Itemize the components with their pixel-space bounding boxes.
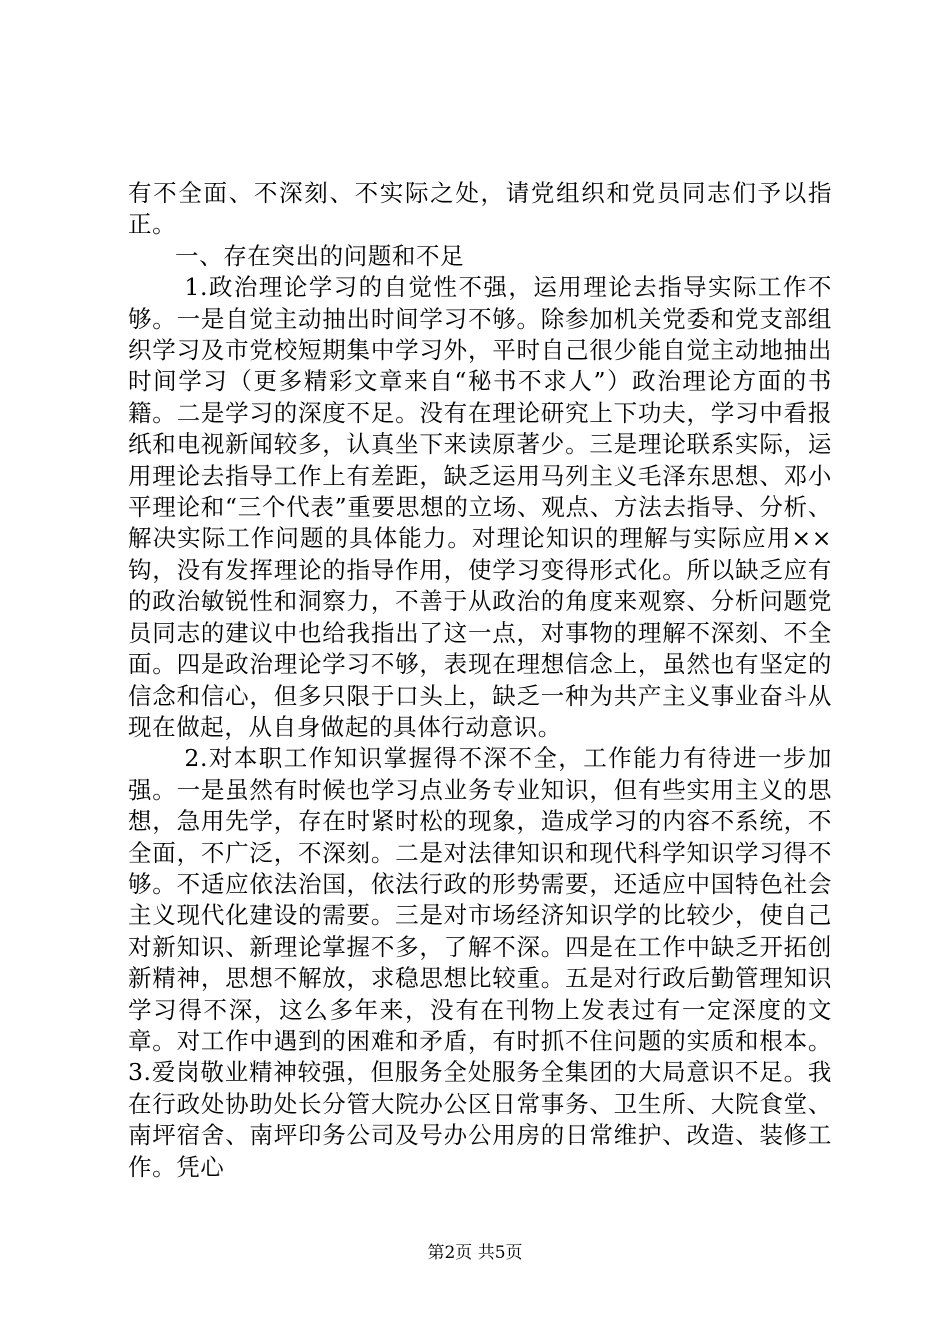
section-heading: 一、存在突出的问题和不足 [175, 241, 465, 270]
document-body [128, 178, 832, 1183]
paragraph-continuation: 有不全面、不深刻、不实际之处，请党组织和党员同志们予以指正。 [128, 179, 832, 239]
page-footer: 第2页 共5页 [427, 1243, 523, 1263]
paragraph-item-1: 1.政治理论学习的自觉性不强，运用理论去指导实际工作不够。一是自觉主动抽出时间学习不够。除参加机关党委和党支部组织学习及市党校短期集中学习外，平时自己很少能自觉主动地抽出时间学习（更多精彩文章来自“秘书不求人”）政治理论方面的书籍。二是学习的深度不足。没有在理论研究上下功夫，学习中看报纸和电视新闻较多，认真坐下来读原著少。三是理论联系实际，运用理论去指导工作上有差距，缺乏运用马列主义毛泽东思想、邓小平理论和“三个代表”重要思想的立场、观点、方法去指导、分析、解决实际工作问题的具体能力。对理论知识的理解与实际应用××钩，没有发挥理论的指导作用，使学习变得形式化。所以缺乏应有的政治敏锐性和洞察力，不善于从政治的角度来观察、分析问题党员同志的建议中也给我指出了这一点，对事物的理解不深刻、不全面。四是政治理论学习不够，表现在理想信念上，虽然也有坚定的信念和信心，但多只限于口头上，缺乏一种为共产主义事业奋斗从现在做起，从自身做起的具体行动意识。 [128, 273, 832, 741]
paragraph-item-2: 2.对本职工作知识掌握得不深不全，工作能力有待进一步加强。一是虽然有时候也学习点业务专业知识，但有些实用主义的思想，急用先学，存在时紧时松的现象，造成学习的内容不系统，不全面，不广泛，不深刻。二是对法律知识和现代科学知识学习得不够。不适应依法治国，依法行政的形势需要，还适应中国特色社会主义现代化建设的需要。三是对市场经济知识学的比较少，使自己对新知识、新理论掌握不多，了解不深。四是在工作中缺乏开拓创新精神，思想不解放，求稳思想比较重。五是对行政后勤管理知识学习得不深，这么多年来，没有在刊物上发表过有一定深度的文章。对工作中遇到的困难和矛盾，有时抓不住问题的实质和根本。 3.爱岗敬业精神较强，但服务全处服务全集团的大局意识不足。我在行政处协助处长分管大院办公区日常事务、卫生所、大院食堂、南坪宿舍、南坪印务公司及号办公用房的日常维护、改造、装修工作。凭心 [128, 744, 832, 1181]
